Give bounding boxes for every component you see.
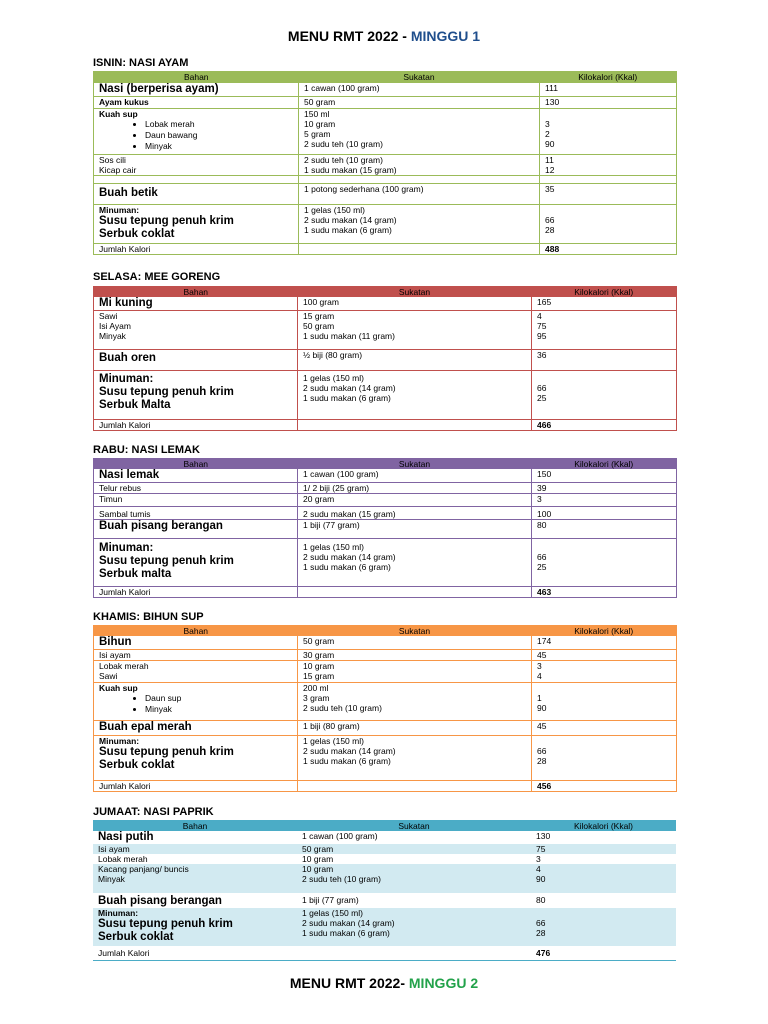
list-item: • Minyak	[145, 704, 292, 715]
table-row: Sambal tumis 2 sudu makan (15 gram) 100	[94, 507, 677, 520]
table-row: Kuah sup • Lobak merah • Daun bawang • Minyak 150 ml 10 gram 5 gram 2 sudu teh (10 gram) 3 2 90	[94, 109, 677, 155]
table-row: Timun 20 gram 3	[94, 494, 677, 507]
list-item: • Daun sup	[145, 693, 292, 704]
table-header: Bahan Sukatan Kilokalori (Kkal)	[94, 459, 677, 470]
table-header: Bahan Sukatan Kilokalori (Kkal)	[93, 821, 676, 832]
table-row: Minuman: Susu tepung penuh krim Serbuk malta 1 gelas (150 ml) 2 sudu makan (14 gram) 1 sudu makan (6 gram) 66 25	[94, 539, 677, 587]
total-kalori-jumaat: 476	[536, 948, 551, 958]
header-bahan: Bahan	[94, 72, 299, 83]
menu-table-jumaat	[93, 820, 676, 961]
table-row: Buah epal merah 1 biji (80 gram) 45	[94, 721, 677, 736]
table-row: Minuman: Susu tepung penuh krim Serbuk coklat 1 gelas (150 ml) 2 sudu makan (14 gram) 1 sudu makan (6 gram) 66 28	[94, 205, 677, 244]
table-row: Minuman: Susu tepung penuh krim Serbuk coklat 1 gelas (150 ml) 2 sudu makan (14 gram) 1 sudu makan (6 gram) 66 28	[93, 908, 676, 946]
day-heading-khamis: KHAMIS: BIHUN SUP	[93, 611, 204, 623]
total-kalori-rabu: 463	[532, 587, 677, 598]
table-row: Lobak merah Sawi 10 gram 15 gram 3 4	[94, 661, 677, 683]
table-row: Buah betik 1 potong sederhana (100 gram) 35	[94, 184, 677, 205]
table-row: Telur rebus 1/ 2 biji (25 gram) 39	[94, 483, 677, 494]
table-row: Sos cili Kicap cair 2 sudu teh (10 gram) 1 sudu makan (15 gram) 11 12	[94, 155, 677, 176]
page-title-week-2: MENU RMT 2022- MINGGU 2	[289, 975, 479, 991]
title-week: MINGGU 1	[410, 28, 481, 44]
menu-table-isnin	[93, 71, 677, 255]
table-row: Buah pisang berangan 1 biji (77 gram) 80	[98, 895, 546, 907]
list-item: • Lobak merah	[145, 119, 293, 130]
page-title: MENU RMT 2022 - MINGGU 1	[287, 28, 481, 44]
day-heading-rabu: RABU: NASI LEMAK	[93, 444, 200, 456]
menu-table-khamis	[93, 625, 677, 792]
table-row: Sawi Isi Ayam Minyak 15 gram 50 gram 1 sudu makan (11 gram) 4 75 95	[94, 311, 677, 350]
total-kalori-selasa: 466	[532, 420, 677, 431]
table-row: Ayam kukus 50 gram 130	[94, 97, 677, 109]
total-kalori-khamis: 456	[532, 781, 677, 792]
day-heading-selasa: SELASA: MEE GORENG	[93, 271, 221, 283]
table-header	[94, 72, 677, 83]
menu-table-rabu	[93, 458, 677, 598]
table-row: Bihun 50 gram 174	[94, 636, 677, 650]
table-row: Minyak 2 sudu teh (10 gram) 90	[93, 874, 676, 893]
table-row: Minuman: Susu tepung penuh krim Serbuk Malta 1 gelas (150 ml) 2 sudu makan (14 gram) 1 sudu makan (6 gram) 66 25	[94, 371, 677, 420]
table-row: Nasi lemak 1 cawan (100 gram) 150	[94, 469, 677, 483]
table-row: Buah oren ½ biji (80 gram) 36	[94, 350, 677, 371]
list-item: • Daun bawang	[145, 130, 293, 141]
total-row: Jumlah Kalori 456	[94, 781, 677, 792]
table-row: Mi kuning 100 gram 165	[94, 297, 677, 311]
title-main: MENU RMT 2022	[287, 28, 399, 44]
total-kalori-isnin: 488	[540, 244, 677, 255]
day-heading-jumaat: JUMAAT: NASI PAPRIK	[93, 806, 214, 818]
table-row: Kuah sup • Daun sup • Minyak 200 ml 3 gram 2 sudu teh (10 gram) 1 90	[94, 683, 677, 721]
table-header: Bahan Sukatan Kilokalori (Kkal)	[94, 626, 677, 637]
table-row: Nasi (berperisa ayam) 1 cawan (100 gram) 111	[94, 83, 677, 97]
table-header: Bahan Sukatan Kilokalori (Kkal)	[94, 287, 677, 298]
header-sukatan: Sukatan	[299, 72, 540, 83]
total-row: Jumlah Kalori 488	[94, 244, 677, 255]
table-row	[94, 176, 677, 184]
header-kilokalori: Kilokalori (Kkal)	[540, 72, 677, 83]
table-row: Isi ayam 30 gram 45	[94, 650, 677, 661]
table-row: Nasi putih 1 cawan (100 gram) 130	[98, 831, 551, 843]
title-week: MINGGU 2	[408, 975, 479, 991]
table-row: Minuman: Susu tepung penuh krim Serbuk coklat 1 gelas (150 ml) 2 sudu makan (14 gram) 1 sudu makan (6 gram) 66 28	[94, 736, 677, 781]
list-item: • Minyak	[145, 141, 293, 152]
table-row: Buah pisang berangan 1 biji (77 gram) 80	[94, 520, 677, 539]
total-row: Jumlah Kalori 463	[94, 587, 677, 598]
menu-table-selasa	[93, 286, 677, 431]
table-row: Kacang panjang/ buncis 10 gram 4	[93, 864, 676, 874]
day-heading-isnin: ISNIN: NASI AYAM	[93, 57, 189, 69]
table-row: Lobak merah 10 gram 3	[98, 854, 541, 864]
title-main: MENU RMT 2022	[289, 975, 401, 991]
total-row: Jumlah Kalori 476	[93, 946, 676, 960]
table-row: Isi ayam 50 gram 75	[93, 844, 676, 854]
total-row: Jumlah Kalori 466	[94, 420, 677, 431]
